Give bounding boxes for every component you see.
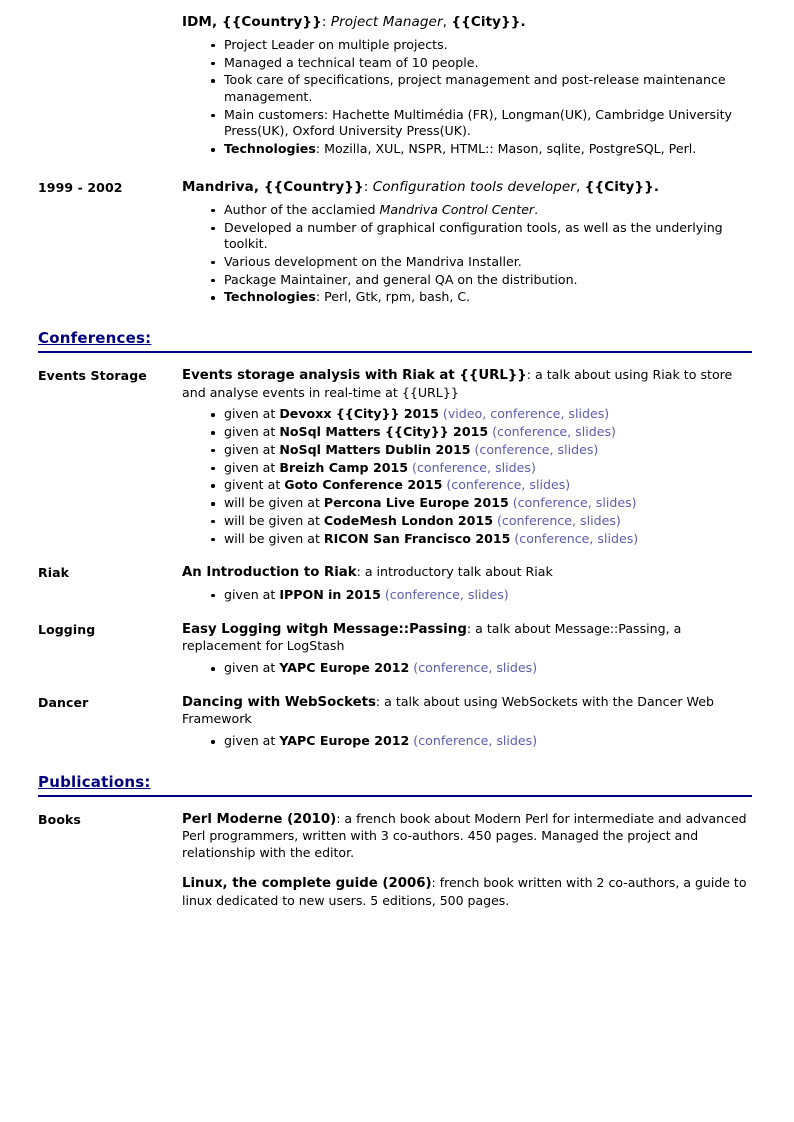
experience-bullet: [224, 220, 752, 253]
experience-bullet-list: [182, 37, 752, 158]
conference-row-body: [182, 694, 752, 751]
conference-row-label: Events Storage: [38, 367, 147, 383]
link-separator: ,: [560, 406, 569, 422]
talk-link-conference[interactable]: conference: [517, 495, 588, 511]
talk-item: [224, 587, 752, 604]
talk-links-open-paren: (: [442, 477, 452, 493]
talk-subtitle: : a talk about Message::Passing, a replacement for LogStash: [182, 620, 682, 654]
experience-body: [182, 179, 752, 307]
books-list: [182, 811, 752, 910]
talk-link-slides[interactable]: slides: [496, 733, 533, 749]
book-title: Linux, the complete guide (2006): [182, 876, 432, 892]
talk-link-conference[interactable]: conference: [490, 406, 561, 422]
experience-bullet-list: [182, 202, 752, 306]
talk-prefix: given at: [224, 406, 280, 422]
talk-item: [224, 531, 752, 548]
talk-list: [182, 660, 752, 677]
book-entry: [182, 875, 752, 909]
talk-links-open-paren: (: [508, 495, 518, 511]
talk-event-name: CodeMesh London 2015: [323, 512, 493, 528]
experience-city-separator: ,: [442, 14, 452, 30]
experience-separator: :: [363, 178, 373, 195]
conference-row-label: Logging: [38, 621, 96, 637]
talk-links-close-paren: ): [615, 512, 621, 528]
talk-subtitle: : a talk about using WebSockets with the Dancer Web Framework: [182, 693, 714, 727]
talk-list: [182, 406, 752, 547]
bullet-text: : Perl, Gtk, rpm, bash, C.: [315, 289, 471, 305]
experience-bullet: [224, 72, 752, 105]
talk-description: [182, 694, 752, 728]
talk-event-name: Breizh Camp 2015: [279, 459, 409, 475]
talk-link-conference[interactable]: conference: [497, 424, 568, 440]
talk-description: [182, 367, 752, 401]
talk-title: Events storage analysis with Riak at {{URL}}: [182, 367, 527, 383]
talk-link-conference[interactable]: conference: [416, 459, 488, 475]
experience-role: Configuration tools developer: [372, 178, 576, 195]
talk-event-name: Goto Conference 2015: [284, 477, 443, 493]
talk-prefix: given at: [224, 459, 280, 475]
talk-links-open-paren: (: [438, 406, 448, 422]
link-separator: ,: [587, 495, 596, 511]
bullet-label: Technologies: [224, 141, 316, 157]
talk-title: Dancing with WebSockets: [182, 694, 376, 710]
talk-prefix: given at: [224, 733, 280, 749]
talk-item: [224, 442, 752, 459]
talk-link-slides[interactable]: slides: [557, 441, 594, 457]
talk-list: [182, 733, 752, 750]
experience-row: [38, 14, 752, 159]
experience-city: {{City}}.: [584, 178, 660, 195]
link-separator: ,: [459, 586, 468, 602]
talk-link-slides[interactable]: slides: [575, 424, 612, 440]
conference-row-body: [182, 367, 752, 548]
conferences-section: [38, 329, 752, 751]
book-entry: [182, 811, 752, 862]
talk-links-open-paren: (: [488, 424, 498, 440]
bullet-text: Took care of specifications, project management and post-release maintenance management.: [224, 72, 726, 105]
bullet-text: Author of the acclamied: [224, 201, 380, 217]
experience-city: {{City}}.: [451, 14, 526, 30]
talk-prefix: will be given at: [224, 530, 324, 546]
experience-bullet: [224, 37, 752, 54]
bullet-text: Various development on the Mandriva Installer.: [224, 253, 522, 269]
talk-event-name: IPPON in 2015: [279, 586, 381, 602]
talk-subtitle: : a talk about using Riak to store and analyse events in real-time at {{URL}}: [182, 366, 733, 400]
bullet-text: Managed a technical team of 10 people.: [224, 54, 479, 70]
talk-link-conference[interactable]: conference: [501, 512, 573, 528]
publications-heading: Publications:: [38, 772, 151, 791]
bullet-text: Main customers: Hachette Multimédia (FR), Longman(UK), Cambridge University Press(UK), Oxford University Press(UK).: [224, 106, 732, 139]
talk-links-open-paren: (: [470, 441, 480, 457]
talk-prefix: given at: [224, 586, 280, 602]
talk-item: [224, 477, 752, 494]
talk-links-open-paren: (: [380, 586, 390, 602]
book-title: Perl Moderne (2010): [182, 811, 337, 827]
talk-description: [182, 621, 752, 655]
talk-event-name: Devoxx {{City}} 2015: [279, 406, 439, 422]
talk-prefix: given at: [224, 424, 280, 440]
talk-description: [182, 564, 752, 582]
experience-bullet: [224, 55, 752, 72]
conferences-entries: [38, 367, 752, 751]
talk-link-video[interactable]: video: [447, 406, 483, 422]
talk-link-slides[interactable]: slides: [568, 406, 605, 422]
talk-link-conference[interactable]: conference: [451, 477, 522, 493]
link-separator: ,: [589, 530, 598, 546]
experience-section: [38, 14, 752, 307]
talk-title: An Introduction to Riak: [182, 565, 357, 581]
talk-link-slides[interactable]: slides: [595, 495, 632, 511]
talk-links-close-paren: ): [611, 424, 616, 440]
bullet-text: Developed a number of graphical configuration tools, as well as the underlying toolkit.: [224, 219, 723, 252]
talk-link-slides[interactable]: slides: [467, 586, 504, 602]
talk-prefix: given at: [224, 441, 280, 457]
conference-row-label: Riak: [38, 565, 70, 581]
talk-links-close-paren: ): [565, 477, 571, 493]
talk-link-conference[interactable]: conference: [418, 733, 489, 749]
publications-divider: [38, 795, 752, 797]
link-separator: ,: [549, 441, 558, 457]
talk-link-slides[interactable]: slides: [495, 459, 531, 475]
book-description: : french book written with 2 co-authors, a guide to linux dedicated to new users. 5 editions, 500 pages.: [182, 875, 747, 908]
talk-links-close-paren: ): [503, 586, 509, 602]
talk-item: [224, 460, 752, 477]
talk-links-close-paren: ): [532, 660, 538, 676]
talk-link-slides[interactable]: slides: [529, 477, 566, 493]
bullet-text: Project Leader on multiple projects.: [224, 36, 448, 52]
talk-item: [224, 513, 752, 530]
experience-separator: :: [321, 14, 331, 30]
conference-row-body: [182, 564, 752, 604]
book-description: : a french book about Modern Perl for intermediate and advanced Perl programmers, written with 3 co-authors. 450 pages. Managed the project and relationship with the editor.: [182, 810, 747, 860]
talk-links-close-paren: ): [593, 441, 599, 457]
talk-event-name: NoSql Matters Dublin 2015: [279, 441, 471, 457]
link-separator: ,: [487, 459, 496, 475]
talk-prefix: given at: [224, 660, 280, 676]
talk-item: [224, 660, 752, 677]
experience-bullet: [224, 289, 752, 306]
conference-row: [38, 367, 752, 548]
talk-links-open-paren: (: [492, 512, 502, 528]
link-separator: ,: [567, 424, 576, 440]
talk-links-close-paren: ): [633, 530, 639, 546]
talk-prefix: will be given at: [224, 495, 324, 511]
talk-links-close-paren: ): [532, 733, 538, 749]
talk-link-conference[interactable]: conference: [519, 530, 590, 546]
experience-bullet: [224, 272, 752, 289]
talk-link-slides[interactable]: slides: [496, 660, 533, 676]
bullet-text: Package Maintainer, and general QA on the distribution.: [224, 271, 578, 287]
conferences-heading: Conferences:: [38, 329, 152, 348]
talk-event-name: YAPC Europe 2012: [279, 660, 410, 676]
talk-event-name: YAPC Europe 2012: [279, 733, 410, 749]
experience-row: [38, 179, 752, 307]
talk-prefix: will be given at: [224, 512, 324, 528]
talk-event-name: Percona Live Europe 2015: [323, 495, 509, 511]
experience-bullet: [224, 202, 752, 219]
talk-item: [224, 495, 752, 512]
experience-company: IDM, {{Country}}: [182, 14, 322, 30]
experience-bullet: [224, 254, 752, 271]
talk-prefix: givent at: [224, 477, 285, 493]
conferences-heading-wrap: [38, 329, 752, 353]
talk-links-close-paren: ): [631, 495, 637, 511]
talk-subtitle: : a introductory talk about Riak: [356, 564, 553, 580]
experience-heading: [182, 179, 752, 197]
bullet-text-tail: .: [534, 201, 539, 217]
bullet-emphasis: Mandriva Control Center: [379, 201, 535, 217]
talk-link-slides[interactable]: slides: [597, 530, 634, 546]
talk-item: [224, 406, 752, 423]
conference-row-label: Dancer: [38, 694, 89, 710]
link-separator: ,: [488, 733, 497, 749]
talk-link-conference[interactable]: conference: [389, 586, 460, 602]
talk-links-close-paren: ): [530, 459, 536, 475]
conference-row: [38, 694, 752, 751]
talk-links-close-paren: ): [604, 406, 610, 422]
experience-city-separator: ,: [576, 178, 585, 195]
experience-bullet: [224, 141, 752, 158]
talk-links-open-paren: (: [408, 459, 417, 475]
experience-bullet: [224, 107, 752, 140]
talk-links-open-paren: (: [409, 733, 419, 749]
talk-item: [224, 733, 752, 750]
bullet-text: : Mozilla, XUL, NSPR, HTML:: Mason, sqlite, PostgreSQL, Perl.: [315, 141, 697, 157]
conferences-divider: [38, 351, 752, 353]
publications-section: [38, 773, 752, 909]
talk-event-name: RICON San Francisco 2015: [323, 530, 511, 546]
publications-heading-wrap: [38, 773, 752, 797]
experience-body: [182, 14, 752, 159]
publications-row: [38, 811, 752, 910]
link-separator: ,: [572, 512, 581, 528]
experience-period: 1999 - 2002: [38, 179, 123, 195]
talk-link-conference[interactable]: conference: [479, 441, 550, 457]
talk-item: [224, 424, 752, 441]
talk-links-open-paren: (: [510, 530, 520, 546]
experience-company: Mandriva, {{Country}}: [182, 178, 364, 195]
conference-row: [38, 564, 752, 604]
experience-period: [38, 14, 182, 15]
link-separator: ,: [482, 406, 491, 422]
talk-links-open-paren: (: [409, 660, 419, 676]
link-separator: ,: [488, 660, 497, 676]
bullet-label: Technologies: [224, 289, 316, 305]
link-separator: ,: [521, 477, 530, 493]
talk-link-conference[interactable]: conference: [418, 660, 489, 676]
conference-row-body: [182, 621, 752, 678]
experience-role: Project Manager: [330, 14, 443, 30]
experience-heading: [182, 14, 752, 32]
talk-link-slides[interactable]: slides: [580, 512, 616, 528]
publications-row-label: Books: [38, 811, 81, 827]
talk-list: [182, 587, 752, 604]
talk-title: Easy Logging witgh Message::Passing: [182, 621, 467, 637]
talk-event-name: NoSql Matters {{City}} 2015: [279, 424, 489, 440]
conference-row: [38, 621, 752, 678]
